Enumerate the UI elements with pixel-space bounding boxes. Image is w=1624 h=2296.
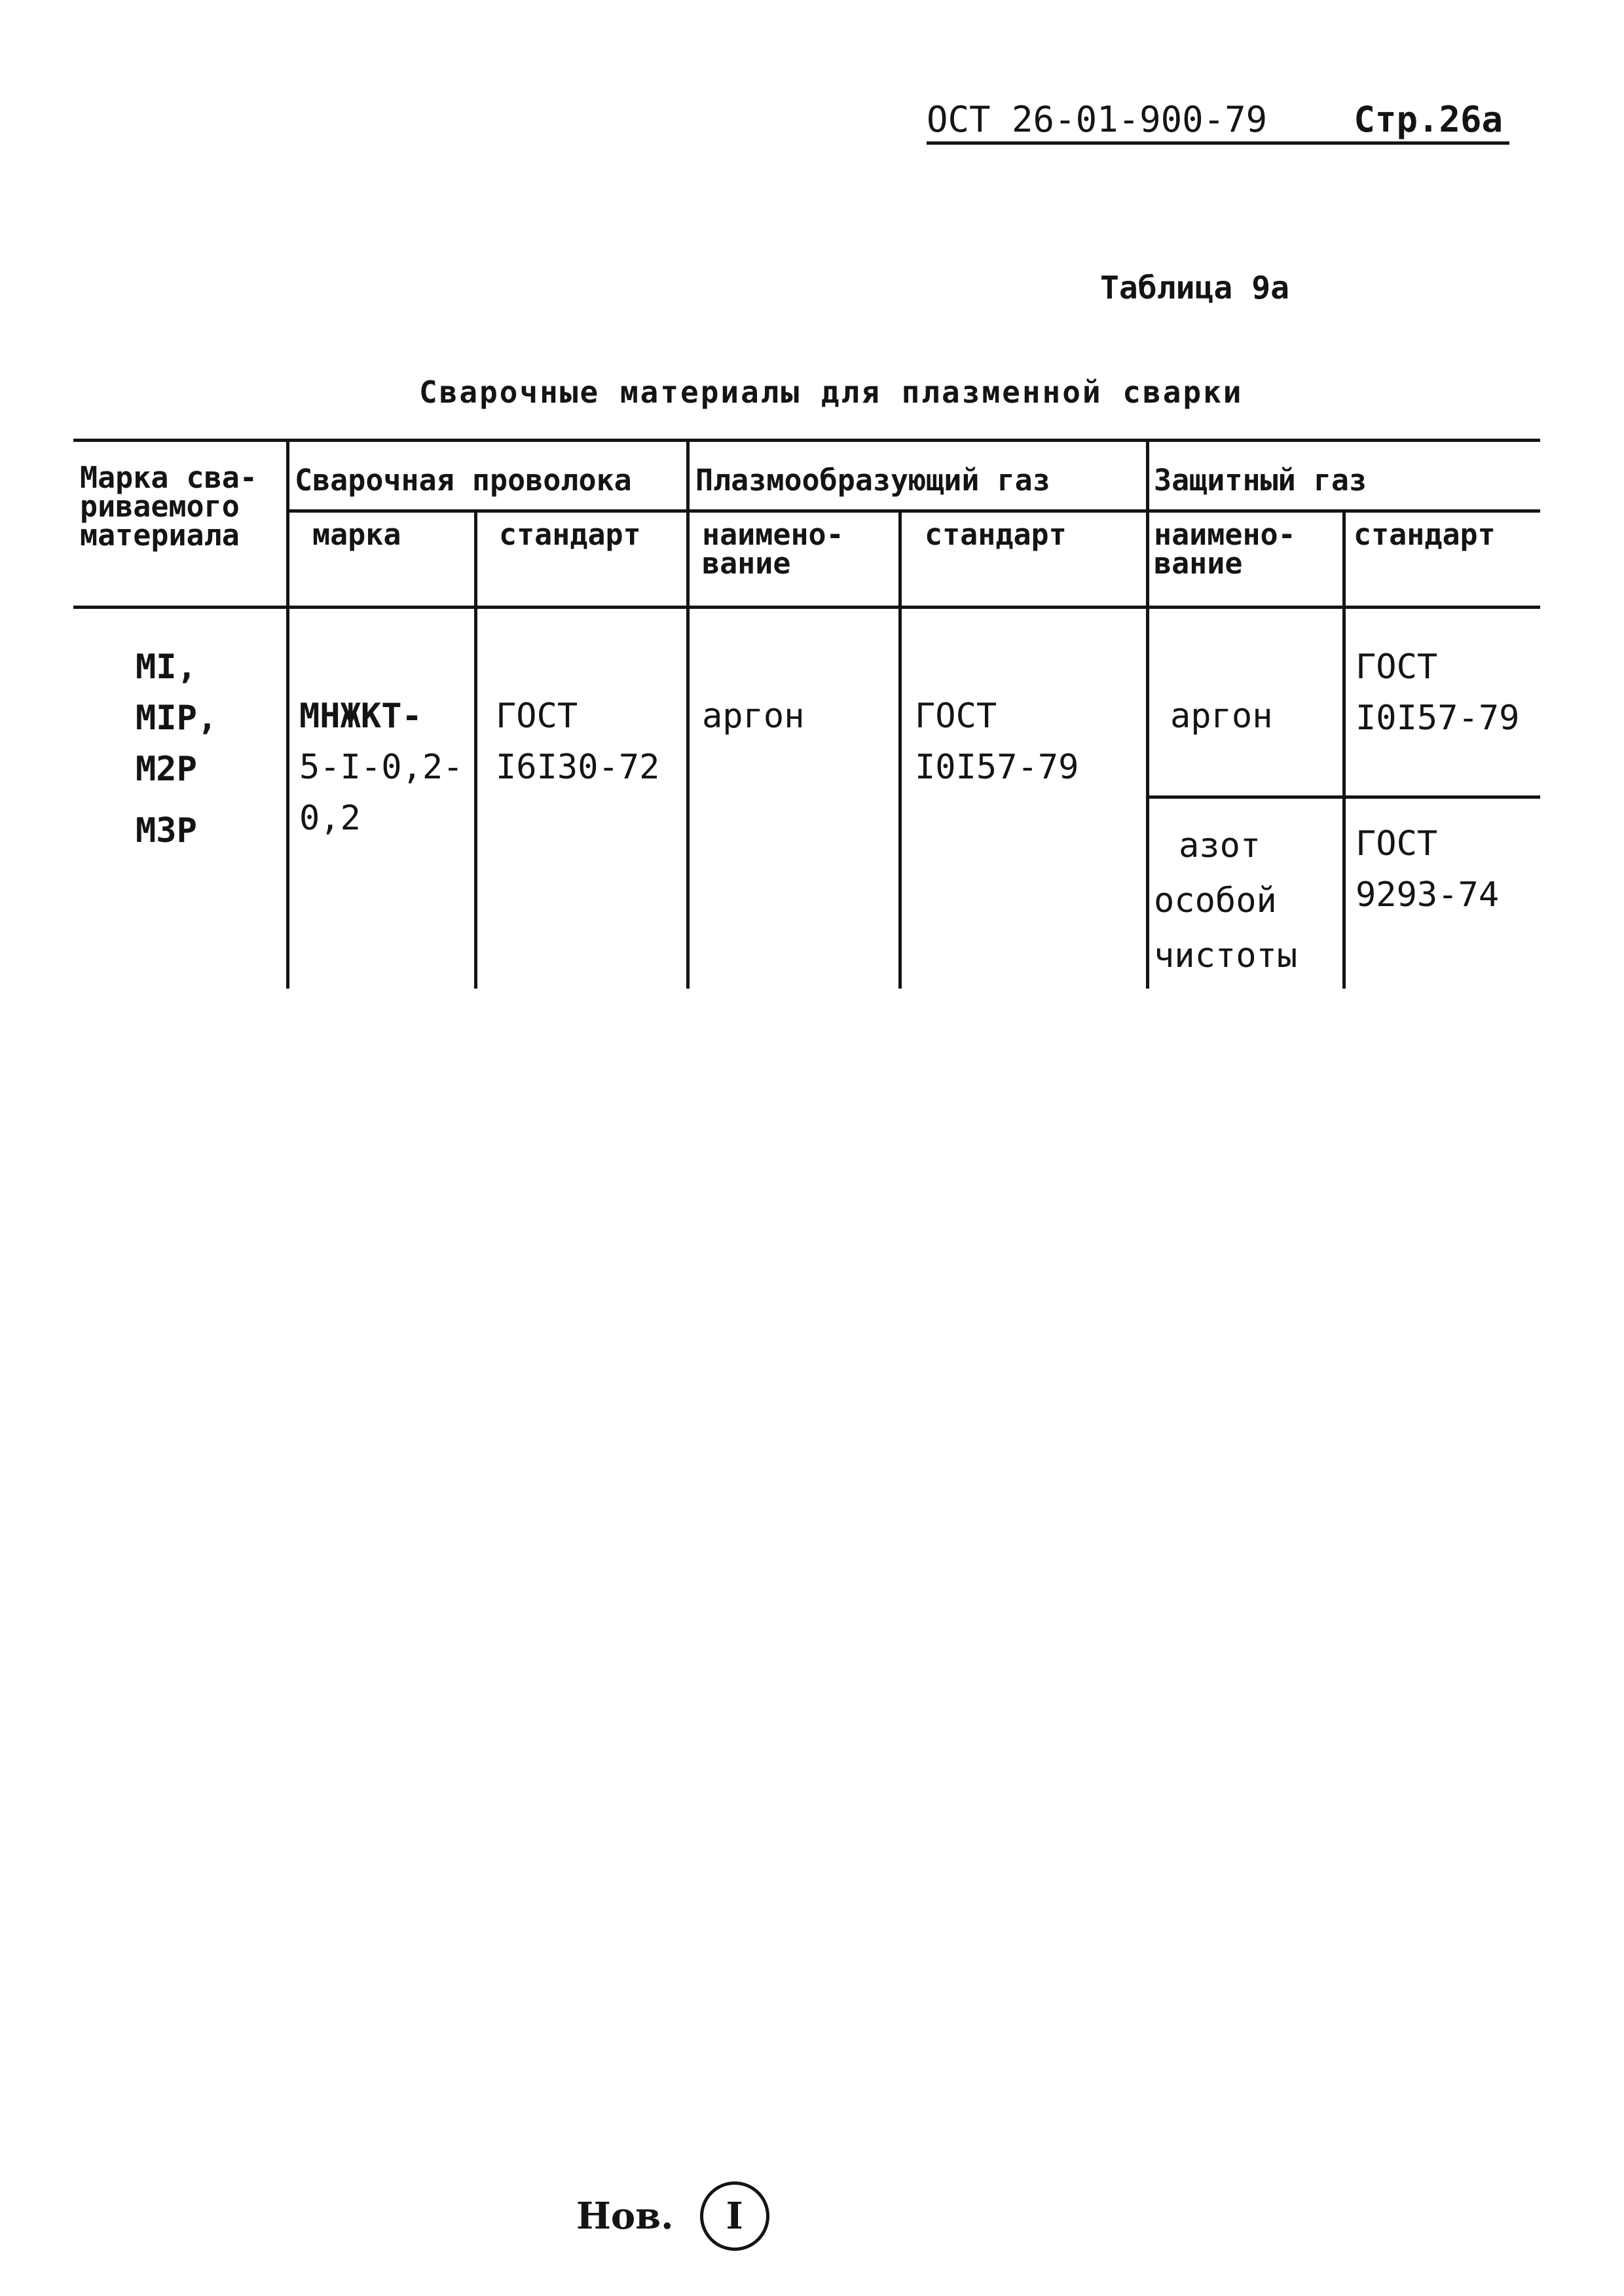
material-grades [136, 642, 217, 856]
revision-number-circle: I [700, 2181, 769, 2251]
column-rule-4 [898, 509, 902, 989]
header-bottom-rule [73, 606, 1540, 609]
document-code: ОСТ 26-01-900-79 [927, 99, 1268, 140]
header-shield-standard: стандарт [1354, 517, 1496, 552]
material-grade: М3Р [136, 811, 197, 850]
wire-standard-value: ГОСТ I6I30-72 [496, 697, 660, 787]
header-shield-name: наимено- вание [1154, 517, 1296, 581]
column-rule-1 [286, 439, 289, 989]
header-wire-grade: марка [312, 517, 401, 552]
shield-gas-2-name: азот особой чистоты [1154, 826, 1298, 975]
header-material-grade: Марка сва- риваемого материала [80, 460, 257, 553]
material-grade: М2Р [136, 750, 197, 789]
header-shielding-gas: Защитный газ [1154, 463, 1367, 498]
header-plasma-name: наимено- вание [702, 517, 844, 581]
header-plasma-standard: стандарт [925, 517, 1067, 552]
header-plasma-gas: Плазмообразующий газ [695, 463, 1050, 498]
page-header [927, 98, 1509, 145]
header-wire-standard: стандарт [499, 517, 641, 552]
revision-note [576, 2180, 769, 2252]
welding-materials-table [73, 439, 1540, 989]
shield-gas-1-name: аргон [1170, 697, 1273, 736]
header-welding-wire: Сварочная проволока [295, 463, 632, 498]
wire-grade-value: МНЖКТ- 5-I-0,2- 0,2 [299, 697, 464, 838]
revision-label: Нов. [576, 2195, 674, 2238]
table-title: Сварочные материалы для плазменной сварки [419, 374, 1244, 410]
column-rule-6 [1342, 509, 1346, 989]
plasma-gas-name: аргон [702, 697, 805, 736]
page-number: Стр.26а [1354, 99, 1503, 140]
shield-gas-2-standard: ГОСТ 9293-74 [1356, 824, 1500, 915]
table-top-rule [73, 439, 1540, 442]
column-rule-5 [1146, 439, 1149, 989]
table-label: Таблица 9а [1100, 270, 1289, 306]
material-grade: МI, [136, 647, 197, 687]
column-rule-2 [474, 509, 477, 989]
material-grade: МIР, [136, 699, 218, 738]
plasma-gas-standard: ГОСТ I0I57-79 [915, 697, 1079, 787]
column-rule-3 [686, 439, 690, 989]
shield-gas-1-standard: ГОСТ I0I57-79 [1356, 647, 1520, 738]
